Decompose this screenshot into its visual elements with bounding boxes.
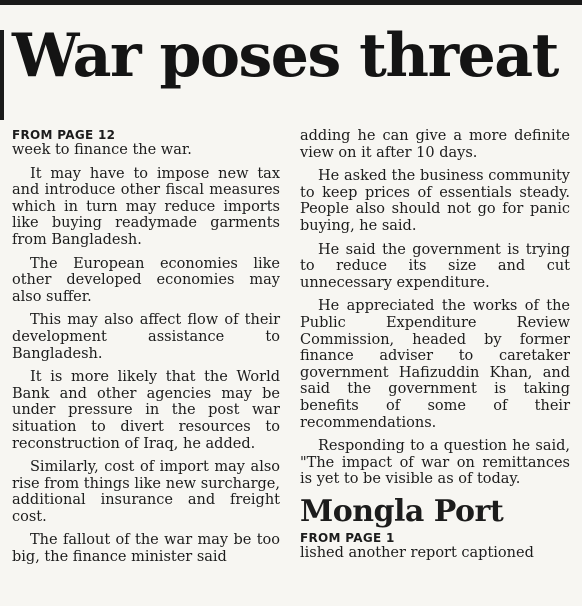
body-paragraph: lished another report captioned — [300, 544, 534, 561]
body-paragraph: It may have to impose new tax and introduce other fiscal measures which in turn may reduce imports like buying readymade garments from Bangladesh. — [12, 165, 280, 248]
body-paragraph: Responding to a question he said, "The impact of war on remittances is yet to be visible as of today. — [300, 438, 570, 488]
body-paragraph: Similarly, cost of import may also rise from things like new surcharge, additional insurance and freight cost. — [12, 459, 280, 525]
body-paragraph: He appreciated the works of the Public Expenditure Review Commission, headed by former finance adviser to caretaker government Hafizuddin Khan, and said the government is taking benefits of some of their recommendations. — [300, 298, 570, 431]
body-paragraph: The fallout of the war may be too big, the finance minister said — [12, 532, 280, 566]
body-paragraph: The European economies like other developed economies may also suffer. — [12, 255, 280, 305]
left-column — [12, 128, 280, 573]
body-paragraph: adding he can give a more definite view on it after 10 days. — [300, 128, 570, 161]
body-paragraph: He said the government is trying to reduce its size and cut unnecessary expenditure. — [300, 241, 570, 291]
headline-side-rule — [0, 30, 4, 120]
body-paragraph: He asked the business community to keep prices of essentials steady. People also should not go for panic buying, he said. — [300, 168, 570, 234]
top-rule — [0, 0, 582, 5]
jump-line: FROM PAGE 12 — [12, 128, 116, 142]
next-article-jump-line: FROM PAGE 1 — [300, 530, 395, 545]
body-paragraph: week to finance the war. — [12, 142, 192, 158]
right-column — [300, 128, 570, 568]
body-paragraph: It is more likely that the World Bank and other agencies may be under pressure in the post war situation to divert resources to reconstruction of Iraq, he added. — [12, 369, 280, 452]
body-paragraph: This may also affect flow of their development assistance to Bangladesh. — [12, 312, 280, 362]
article-headline: War poses threat — [12, 21, 558, 91]
next-article-headline: Mongla Port — [300, 493, 504, 529]
